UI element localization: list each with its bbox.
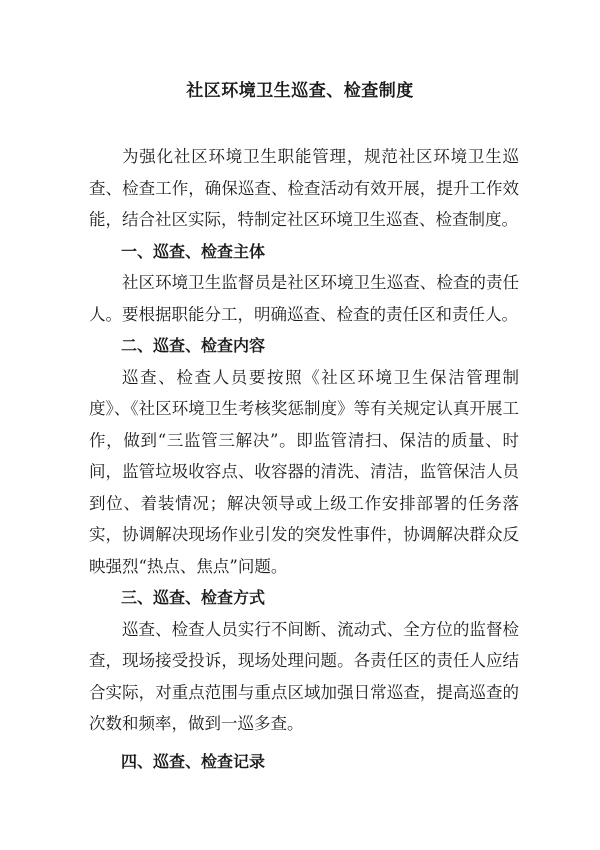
method-paragraph: 巡查、检查人员实行不间断、流动式、全方位的监督检查，现场接受投诉，现场处理问题。各责任区的责任人应结合实际，对重点范围与重点区域加强日常巡查，提高巡查的次数和频率，做到一巡多查。 [89,619,519,733]
section-heading-record: 四、巡查、检查记录 [121,751,266,771]
document-body [89,141,519,777]
intro-paragraph: 为强化社区环境卫生职能管理，规范社区环境卫生巡查、检查工作，确保巡查、检查活动有效开展，提升工作效能，结合社区实际，特制定社区环境卫生巡查、检查制度。 [89,147,519,229]
section-heading-content: 二、巡查、检查内容 [121,336,266,355]
section-heading-method: 三、巡查、检查方式 [121,588,266,607]
content-paragraph: 巡查、检查人员要按照《社区环境卫生保洁管理制度》、《社区环境卫生考核奖惩制度》等有关规定认真开展工作，做到“三监管三解决”。即监管清扫、保洁的质量、时间，监管垃圾收容点、收容器的清洗、清洁，监管保洁人员到位、着装情况；解决领导或上级工作安排部署的任务落实，协调解决现场作业引发的突发性事件，协调解决群众反映强烈“热点、焦点”问题。 [89,367,519,576]
document-title: 社区环境卫生巡查、检查制度 [186,81,414,101]
section-heading-subject: 一、巡查、检查主体 [121,241,266,261]
subject-paragraph: 社区环境卫生监督员是社区环境卫生巡查、检查的责任人。要根据职能分工，明确巡查、检查的责任区和责任人。 [89,273,519,324]
